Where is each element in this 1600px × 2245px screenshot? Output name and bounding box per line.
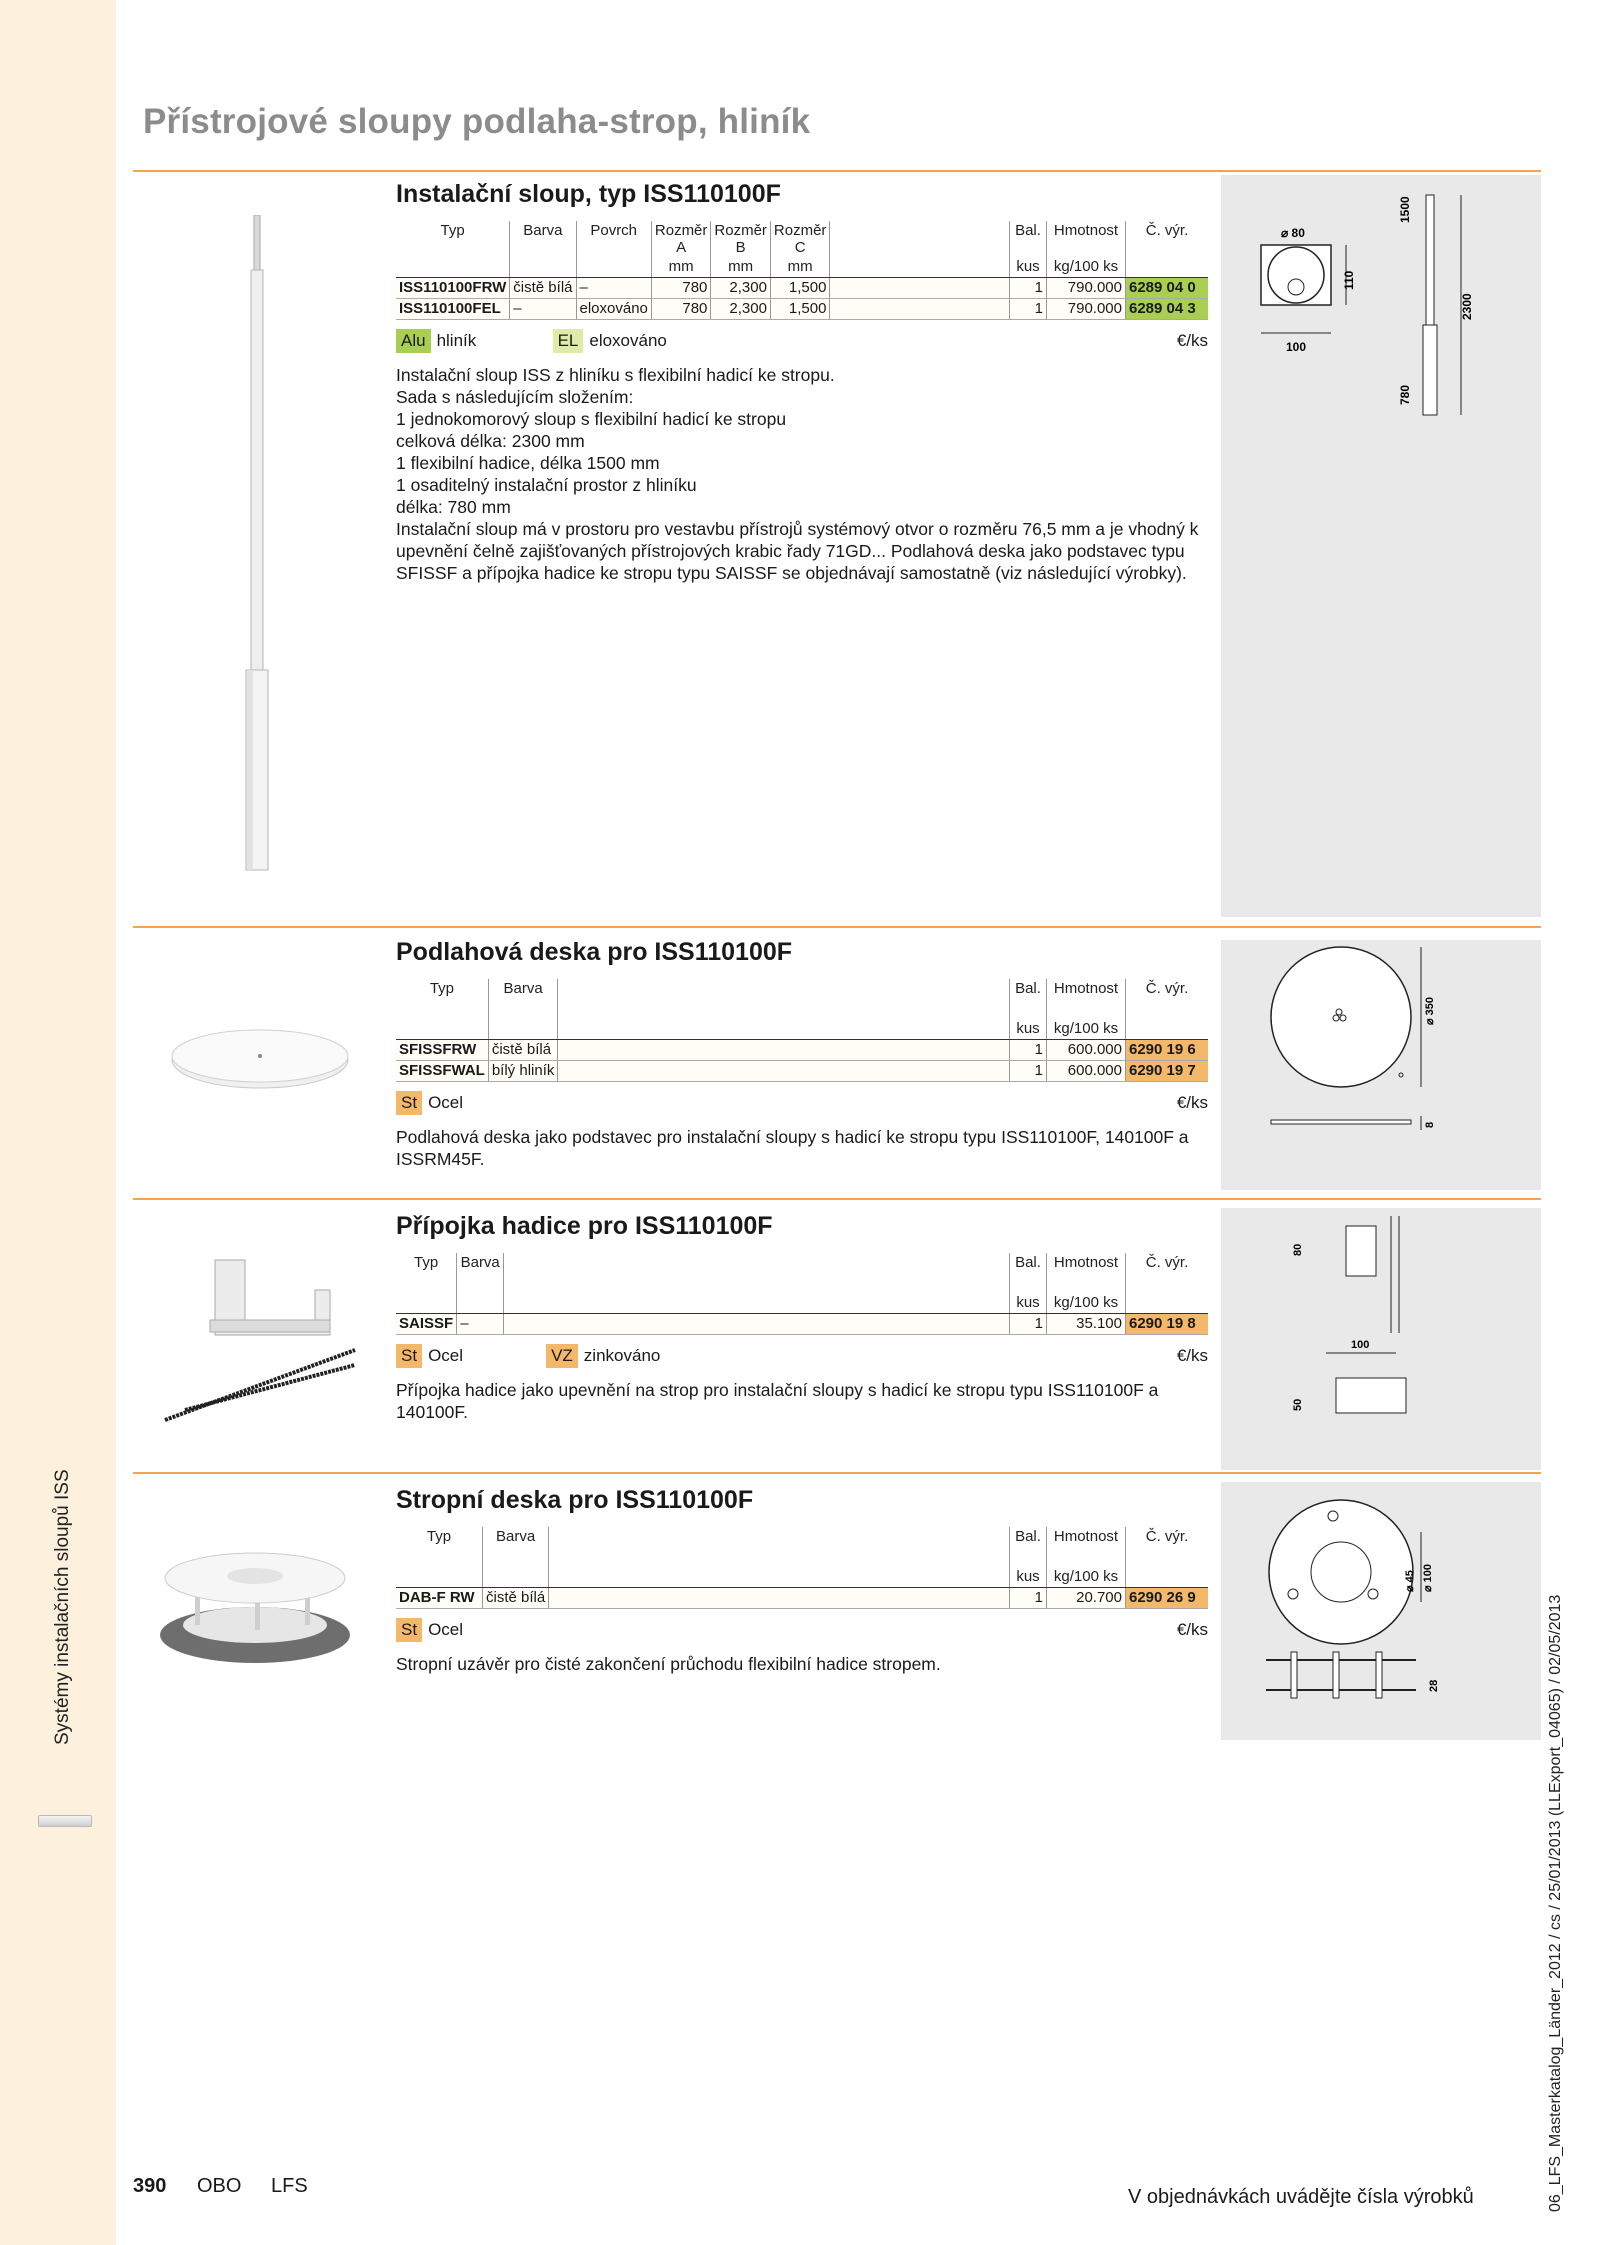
product-table: Typ Barva Povrch Rozměr A Rozměr B Rozměr C Bal. Hmotnost Č. výr. mm mm mm kus kg/100 ks ISS110100FRW čistě bílá – 780 2,300 1,500 1 790.000 6289 04 0 ISS110100FEL – eloxováno 780 2,300 1,500 1 790.000 6289 04 3 — [396, 221, 1208, 320]
technical-drawing-column — [1221, 175, 1541, 917]
svg-text:⌀ 45: ⌀ 45 — [1404, 1570, 1416, 1592]
table-row: DAB-F RW čistě bílá 1 20.700 6290 26 9 — [396, 1588, 1208, 1609]
table-row: SFISSFWAL bílý hliník 1 600.000 6290 19 7 — [396, 1061, 1208, 1082]
svg-text:8: 8 — [1424, 1121, 1436, 1128]
table-row: SAISSF – 1 35.100 6290 19 8 — [396, 1314, 1208, 1335]
material-badge: St — [396, 1344, 422, 1368]
section-divider — [133, 170, 1541, 172]
ceiling-plate-product-image — [155, 1540, 365, 1670]
article-number: 6290 26 9 — [1126, 1588, 1209, 1609]
material-legend: St Ocel VZ zinkováno €/ks — [396, 1343, 1208, 1369]
table-row: ISS110100FRW čistě bílá – 780 2,300 1,500 1 790.000 6289 04 0 — [396, 278, 1208, 299]
svg-text:780: 780 — [1398, 384, 1412, 405]
page-title: Přístrojové sloupy podlaha-strop, hliník — [143, 102, 811, 141]
col-bal: Bal. — [1010, 221, 1047, 257]
col-typ: Typ — [440, 222, 465, 239]
chapter-marker-icon — [38, 1815, 92, 1827]
floor-plate-drawing — [1221, 940, 1541, 1190]
col-hmotnost: Hmotnost — [1047, 221, 1126, 257]
svg-text:⌀ 80: ⌀ 80 — [1281, 226, 1305, 240]
hose-connector-drawing — [1221, 1208, 1541, 1470]
svg-text:28: 28 — [1428, 1679, 1440, 1692]
product-description: Přípojka hadice jako upevnění na strop pro instalační sloupy s hadicí ke stropu typu ISS110100F a 140100F. — [396, 1380, 1159, 1422]
article-number: 6289 04 3 — [1126, 299, 1209, 320]
section-title: Přípojka hadice pro ISS110100F — [396, 1212, 773, 1240]
svg-text:100: 100 — [1351, 1339, 1370, 1351]
section-divider — [133, 1198, 1541, 1200]
side-chapter-label: Systémy instalačních sloupů ISS — [52, 1469, 73, 1745]
price-unit: €/ks — [1176, 1620, 1208, 1639]
col-c: Rozměr C — [770, 221, 830, 257]
col-cislo: Č. výr. — [1126, 221, 1209, 257]
material-badge: Alu — [396, 329, 431, 353]
svg-text:50: 50 — [1292, 1398, 1304, 1411]
price-unit: €/ks — [1176, 1093, 1208, 1112]
svg-text:1500: 1500 — [1398, 196, 1412, 223]
material-badge: St — [396, 1618, 422, 1642]
svg-text:⌀ 350: ⌀ 350 — [1424, 996, 1436, 1025]
surface-badge: VZ — [546, 1344, 578, 1368]
article-number: 6290 19 8 — [1126, 1314, 1209, 1335]
svg-text:110: 110 — [1342, 270, 1356, 290]
section-title: Stropní deska pro ISS110100F — [396, 1486, 754, 1514]
dim-width: 100 — [1286, 340, 1307, 354]
footer-brand: OBO — [197, 2175, 242, 2197]
price-unit: €/ks — [1176, 1346, 1208, 1365]
section-divider — [133, 1472, 1541, 1474]
footer-division: LFS — [271, 2175, 308, 2197]
svg-text:2300: 2300 — [1460, 293, 1474, 320]
product-description: Instalační sloup ISS z hliníku s flexibilní hadicí ke stropu. Sada s následujícím složením: 1 jednokomorový sloup s flexibilní hadicí ke stropu celková délka: 2300 mm 1 flexibilní hadice, délka 1500 mm 1 osaditelný instalační prostor z hliníku délka: 780 mm Instalační sloup má v prostoru pro vestavbu přístrojů systémový otvor o rozměru 76,5 mm a je vhodný k upevnění čelně zajišťovaných přístrojových krabic řady 71GD... Podlahová deska jako podstavec typu SFISSF a přípojka hadice ke stropu typu SAISSF se objednávají samostatně (viz následující výrobky). — [396, 365, 1199, 583]
product-table: Typ Barva Bal. Hmotnost Č. výr. kus kg/100 ks SFISSFRW čistě bílá 1 600.000 6290 19 6 SFISSFWAL bílý hliník 1 600.000 6290 19 7 — [396, 979, 1208, 1082]
col-b: Rozměr B — [711, 221, 771, 257]
surface-badge: EL — [553, 329, 584, 353]
section-hose-connector — [396, 1212, 1208, 1423]
section-title: Instalační sloup, typ ISS110100F — [396, 180, 781, 208]
section-floor-plate — [396, 938, 1208, 1170]
page-number: 390 — [133, 2175, 167, 2197]
ceiling-plate-drawing — [1221, 1482, 1541, 1740]
material-badge: St — [396, 1091, 422, 1115]
product-table: Typ Barva Bal. Hmotnost Č. výr. kus kg/100 ks DAB-F RW čistě bílá 1 20.700 6290 26 9 — [396, 1527, 1208, 1609]
col-povrch: Povrch — [576, 221, 651, 257]
table-row: ISS110100FEL – eloxováno 780 2,300 1,500 1 790.000 6289 04 3 — [396, 299, 1208, 320]
section-installation-column — [396, 180, 1208, 584]
table-row: SFISSFRW čistě bílá 1 600.000 6290 19 6 — [396, 1040, 1208, 1061]
col-barva: Barva — [510, 221, 576, 257]
section-title: Podlahová deska pro ISS110100F — [396, 938, 793, 966]
section-divider — [133, 926, 1541, 928]
product-description: Podlahová deska jako podstavec pro instalační sloupy s hadicí ke stropu typu ISS110100F, 140100F a ISSRM45F. — [396, 1127, 1189, 1169]
column-product-image — [228, 215, 288, 875]
article-number: 6289 04 0 — [1126, 278, 1209, 299]
article-number: 6290 19 6 — [1126, 1040, 1209, 1061]
document-meta: 06_LFS_Masterkatalog_Länder_2012 / cs / 25/01/2013 (LLExport_04065) / 02/05/2013 — [1547, 1594, 1564, 2212]
col-a: Rozměr A — [651, 221, 711, 257]
hose-connector-product-image — [155, 1250, 365, 1430]
article-number: 6290 19 7 — [1126, 1061, 1209, 1082]
svg-text:80: 80 — [1292, 1243, 1304, 1256]
material-legend: St Ocel €/ks — [396, 1617, 1208, 1643]
footer-note: V objednávkách uvádějte čísla výrobků — [1128, 2186, 1474, 2208]
price-unit: €/ks — [1176, 331, 1208, 350]
material-legend: Alu hliník EL eloxováno €/ks — [396, 328, 1208, 354]
svg-text:⌀ 100: ⌀ 100 — [1422, 1563, 1434, 1592]
side-strip — [0, 0, 116, 2245]
material-legend: St Ocel €/ks — [396, 1090, 1208, 1116]
section-ceiling-plate — [396, 1486, 1208, 1675]
floor-plate-product-image — [160, 1018, 360, 1118]
product-table: Typ Barva Bal. Hmotnost Č. výr. kus kg/100 ks SAISSF – 1 35.100 6290 19 8 — [396, 1253, 1208, 1335]
product-description: Stropní uzávěr pro čisté zakončení průchodu flexibilní hadice stropem. — [396, 1654, 941, 1674]
